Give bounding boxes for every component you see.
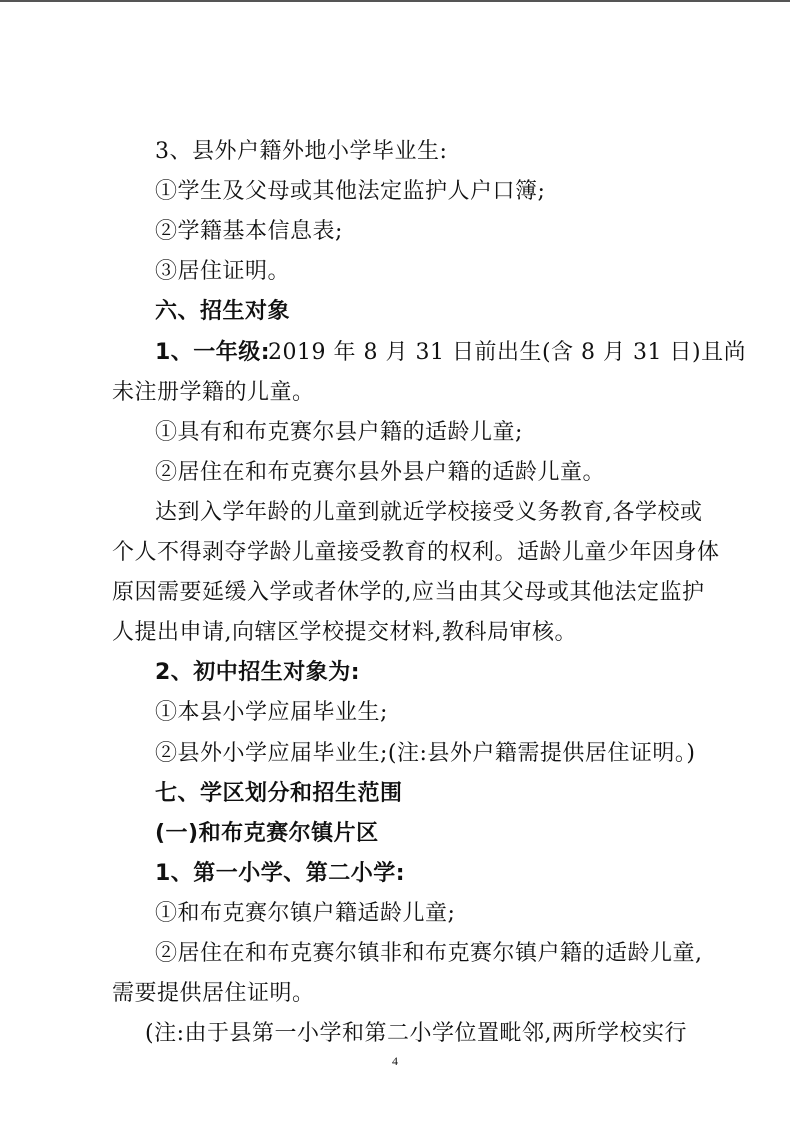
text-line: 2019 年 8 月 31 日前出生(含 8 月 31 日)且尚 <box>268 340 747 365</box>
paragraph-line: 个人不得剥夺学龄儿童接受教育的权利。适龄儿童少年因身体 <box>112 540 720 565</box>
text-line: ①学生及父母或其他法定监护人户口簿; <box>155 179 546 204</box>
text-line: ③居住证明。 <box>155 259 291 284</box>
subsection-label: 1、一年级: <box>155 340 271 365</box>
text-line: 3、县外户籍外地小学毕业生: <box>155 139 448 164</box>
text-line: ②县外小学应届毕业生;(注:县外户籍需提供居住证明。) <box>155 741 696 766</box>
section-heading: 七、学区划分和招生范围 <box>155 781 403 806</box>
section-heading: 六、招生对象 <box>155 299 291 324</box>
text-line: (注:由于县第一小学和第二小学位置毗邻,两所学校实行 <box>145 1021 687 1046</box>
subsection-heading: (一)和布克赛尔镇片区 <box>155 821 379 846</box>
text-line: 未注册学籍的儿童。 <box>112 380 315 405</box>
text-line: ①和布克赛尔镇户籍适龄儿童; <box>155 901 456 926</box>
text-line: ①具有和布克赛尔县户籍的适龄儿童; <box>155 420 523 445</box>
paragraph-line: 原因需要延缓入学或者休学的,应当由其父母或其他法定监护 <box>112 580 705 605</box>
text-line: 需要提供居住证明。 <box>112 981 315 1006</box>
text-line: ②居住在和布克赛尔县外县户籍的适龄儿童。 <box>155 460 606 485</box>
text-line: ①本县小学应届毕业生; <box>155 700 388 725</box>
paragraph-line: 达到入学年龄的儿童到就近学校接受义务教育,各学校或 <box>155 500 703 525</box>
paragraph-line: 人提出申请,向辖区学校提交材料,教科局审核。 <box>112 620 577 645</box>
top-border-line <box>0 0 790 2</box>
page-number: 4 <box>392 1054 398 1068</box>
subsection-label: 1、第一小学、第二小学: <box>155 861 406 886</box>
text-line: ②居住在和布克赛尔镇非和布克赛尔镇户籍的适龄儿童, <box>155 941 703 966</box>
subsection-label: 2、初中招生对象为: <box>155 660 361 685</box>
text-line: ②学籍基本信息表; <box>155 219 343 244</box>
